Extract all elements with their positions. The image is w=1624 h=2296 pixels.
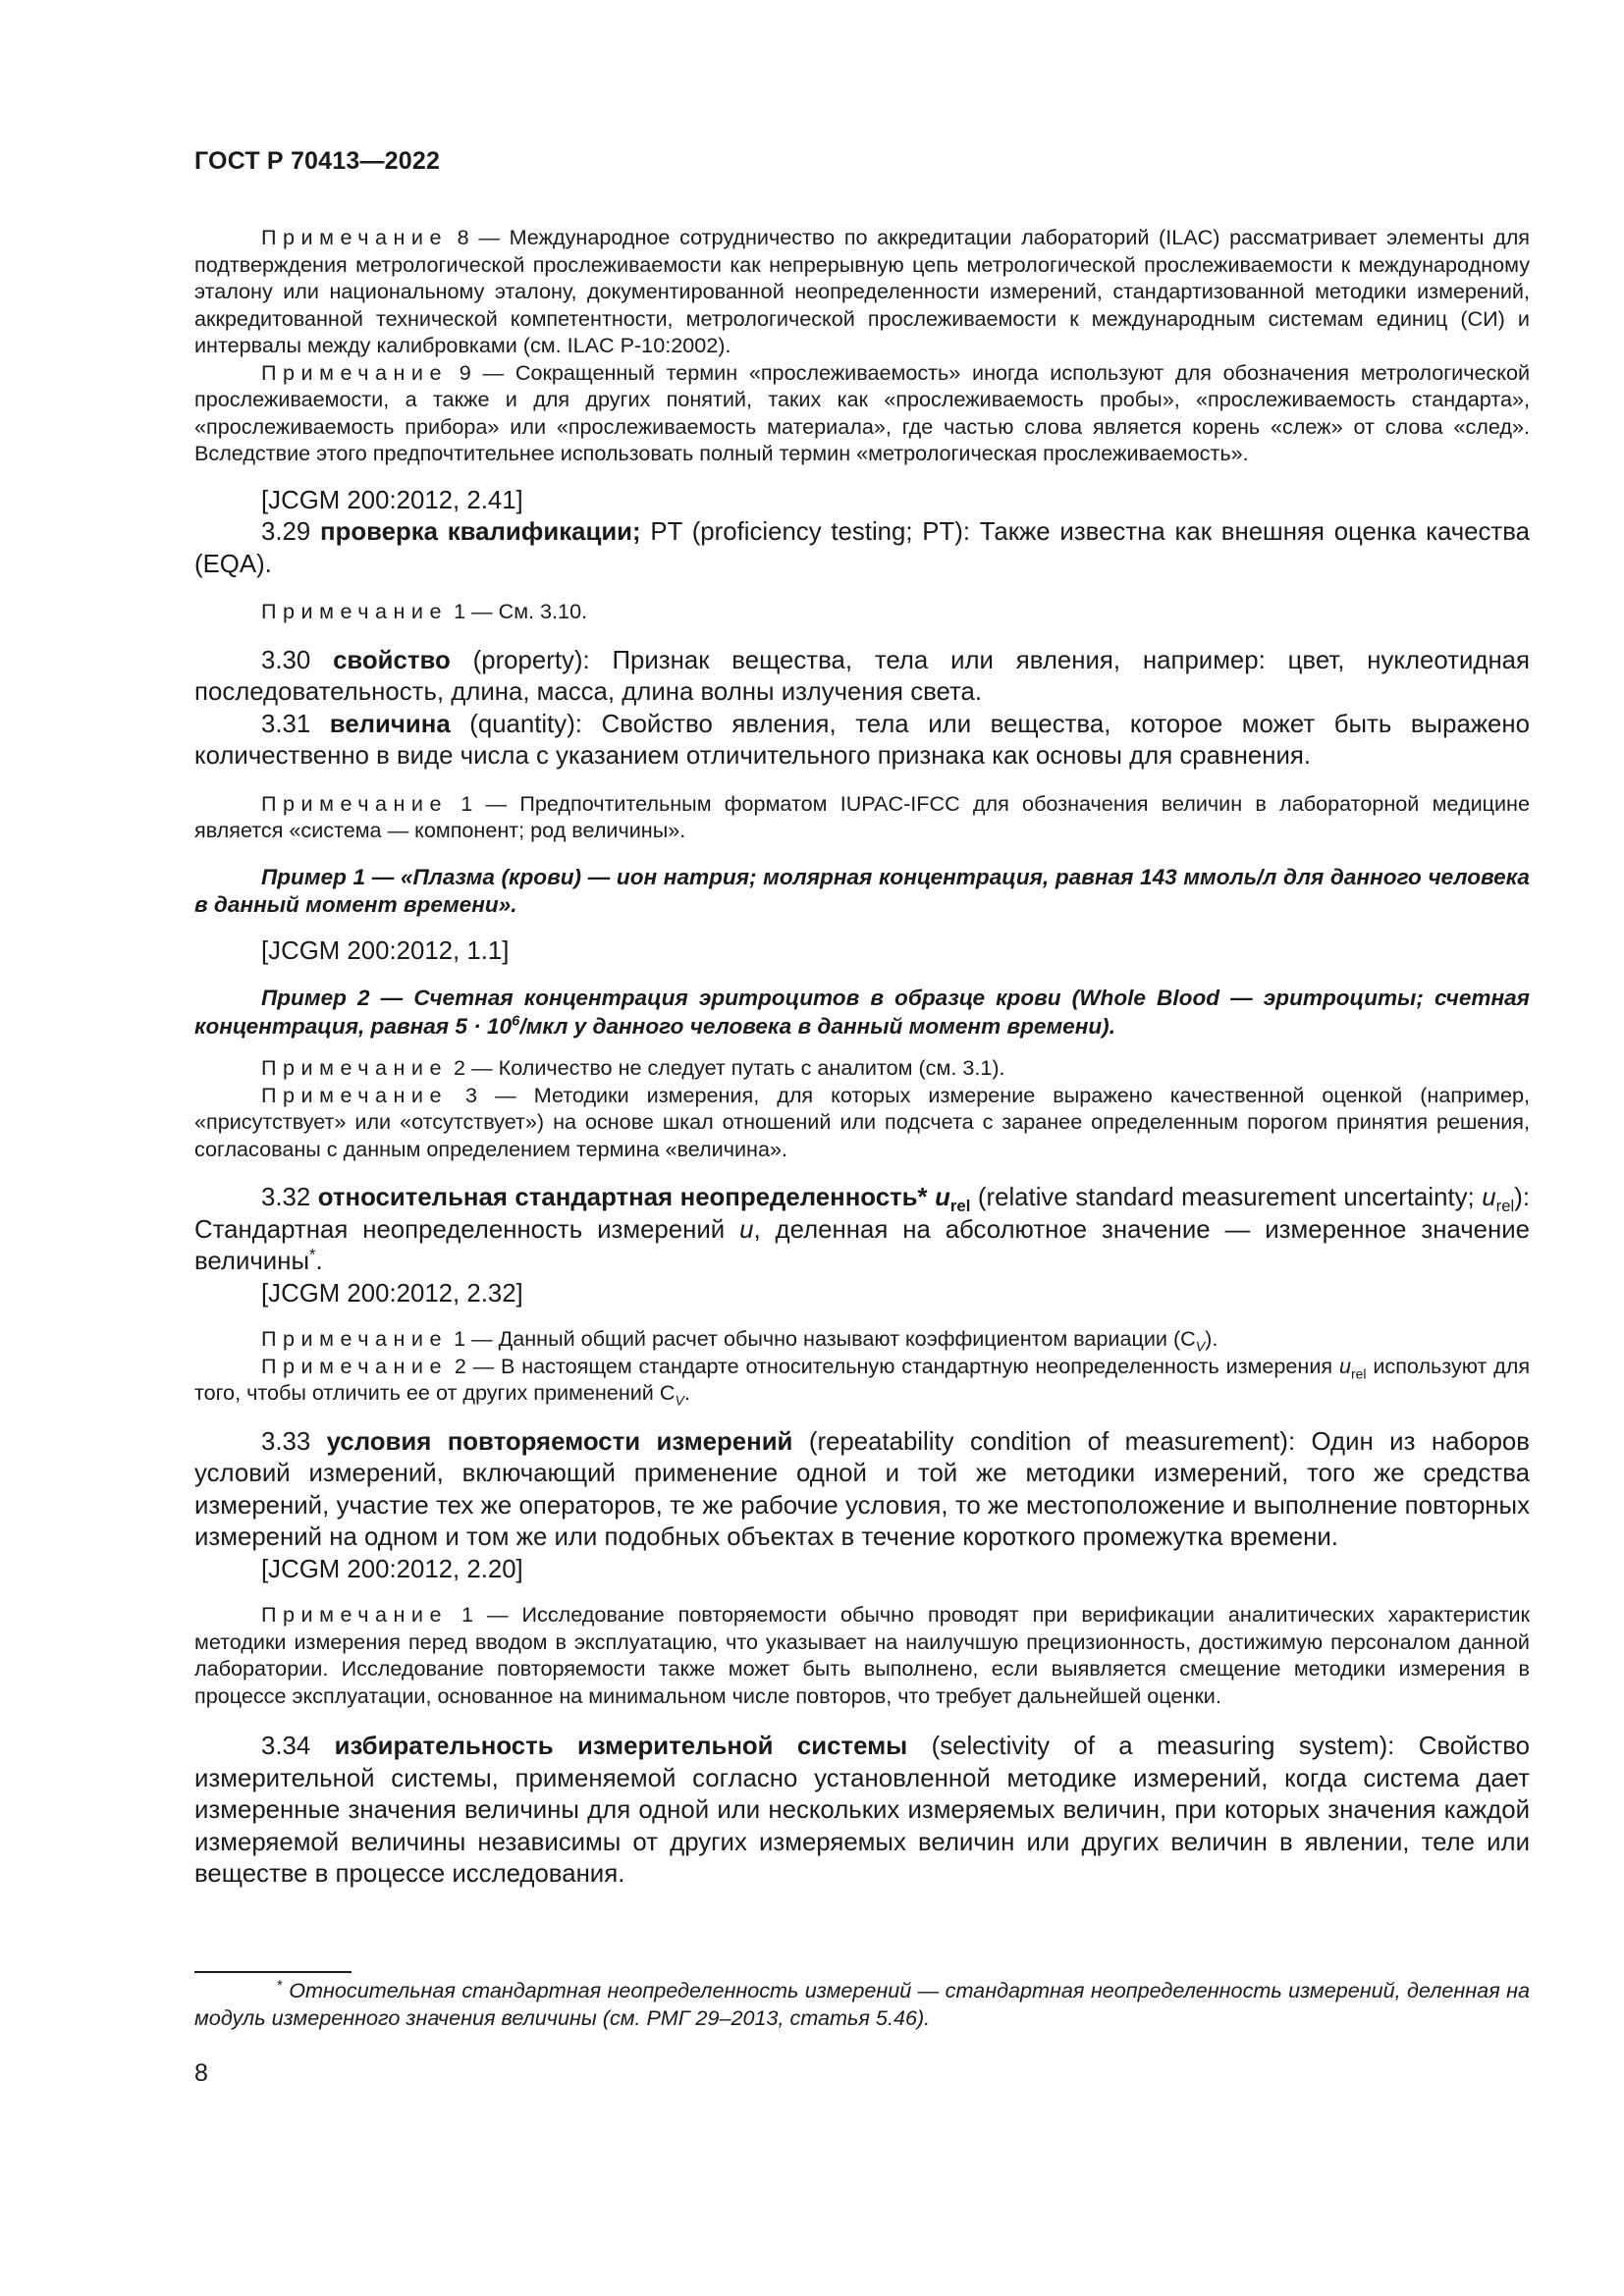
subscript-v: V: [675, 1392, 684, 1409]
footnote: [194, 1977, 1530, 2032]
note-3-31-1: [194, 790, 1530, 844]
note-text: — Количество не следует путать с аналитом (см. 3.1).: [471, 1055, 1005, 1080]
symbol-u: u: [935, 1184, 950, 1211]
example-2: [194, 985, 1530, 1041]
reference-2-32: [JCGM 200:2012, 2.32]: [261, 1279, 523, 1308]
clause-text: (property): Признак вещества, тела или явления, например: цвет, нуклеотидная последовательность, длина, масса, длина волны излучения света.: [194, 646, 1531, 706]
note-label: Примечание: [261, 1353, 448, 1378]
symbol-u: u: [1338, 1353, 1351, 1378]
clause-term: относительная стандартная неопределенность*: [317, 1184, 928, 1211]
note-label: Примечание: [261, 1602, 448, 1627]
symbol-u: u: [739, 1215, 754, 1244]
note-number: 1: [460, 1602, 473, 1627]
note-label: Примечание: [261, 1326, 448, 1351]
subscript-v: V: [1195, 1338, 1206, 1355]
note-label: Примечание: [261, 225, 448, 249]
clause-text: , деленная на абсолютное значение — измеренное значение величины: [194, 1215, 1531, 1275]
clause-term: условия повторяемости измерений: [326, 1427, 793, 1456]
clause-3-30: [194, 645, 1530, 709]
reference-1-1: [JCGM 200:2012, 1.1]: [261, 936, 510, 965]
example-label: Пример 2: [261, 986, 370, 1010]
subscript-rel: rel: [1495, 1197, 1515, 1216]
period: .: [315, 1248, 323, 1275]
clause-text: (relative standard measurement uncertainty;: [977, 1184, 1475, 1211]
note-text: используют для того, чтобы отличить ее от других применений C: [194, 1353, 1531, 1405]
note-number: 9: [459, 359, 471, 385]
note-9: [194, 359, 1530, 467]
note-number: 1: [454, 599, 466, 623]
note-number: 1: [454, 1326, 466, 1351]
note-3-32-1: [194, 1325, 1530, 1353]
document-header: ГОСТ Р 70413—2022: [194, 147, 441, 175]
note-label: Примечание: [261, 599, 448, 623]
note-3-31-3: [194, 1082, 1530, 1163]
clause-term: проверка квалификации;: [320, 518, 641, 546]
note-label: Примечание: [261, 790, 448, 816]
note-text: — Предпочтительным форматом IUPAC-IFCC для обозначения величин в лабораторной медицине является «система — компонент; род величины».: [194, 790, 1530, 842]
clause-number: 3.32: [261, 1184, 311, 1211]
note-number: 3: [465, 1082, 478, 1107]
reference-2-20: [JCGM 200:2012, 2.20]: [261, 1555, 523, 1583]
note-number: 1: [460, 790, 473, 816]
note-text: — Методики измерения, для которых измерение выражено качественной оценкой (например, «присутствует» или «отсутствует») на основе шкал отношений или подсчета с заранее определенным порогом принятия решения, согласованы с данным определением термина «величина».: [194, 1082, 1530, 1161]
note-label: Примечание: [261, 1082, 448, 1107]
clause-number: 3.29: [261, 518, 311, 546]
clause-text: PT (proficiency testing; PT): Также известна как внешняя оценка качества (EQA).: [194, 518, 1531, 578]
clause-term: величина: [329, 710, 451, 738]
clause-3-29: [194, 516, 1530, 580]
note-text-end: .: [683, 1380, 690, 1405]
example-text-end: /мкл у данного человека в данный момент времени).: [519, 1013, 1115, 1039]
clause-term: избирательность измерительной системы: [334, 1733, 908, 1760]
note-8: [194, 224, 1530, 359]
note-text: — Международное сотрудничество по аккредитации лабораторий (ILAC) рассматривает элементы для подтверждения метрологической прослеживаемости как непрерывную цепь метрологической прослеживаемости к международному эталону или национальному эталону, документированной неопределенности измерений, стандартизованной методики измерений, аккредитованной технической компетентности, метрологической прослеживаемости к международным системам единиц (СИ) и интервалы между калибровками (см. ILAC P-10:2002).: [194, 225, 1530, 357]
exponent: 6: [512, 1012, 520, 1029]
note-text: — Сокращенный термин «прослеживаемость» иногда используют для обозначения метрологической прослеживаемости, а также и для других понятий, таких как «прослеживаемость пробы», «прослеживаемость стандарта», «прослеживаемость прибора» или «прослеживаемость материала», где частью слова является корень «слеж» от слова «след». Вследствие этого предпочтительнее использовать полный термин «метрологическая прослеживаемость».: [194, 359, 1531, 465]
note-text: — Исследование повторяемости обычно проводят при верификации аналитических характеристик методики измерения перед вводом в эксплуатацию, что указывает на наилучшую прецизионность, достижимую персоналом данной лаборатории. Исследование повторяемости также может быть выполнено, если выявляется смещение методики измерения в процессе эксплуатации, основанное на минимальном числе повторов, что требует дальнейшей оценки.: [194, 1602, 1530, 1708]
example-text: — Счетная концентрация эритроцитов в образце крови (Whole Blood — эритроциты; счетная концентрация, равная 5 · 10: [194, 986, 1530, 1039]
note-number: 2: [454, 1055, 466, 1080]
clause-text: (repeatability condition of measurement): Один из наборов условий измерений, включающий применение одной и той же методики измерений, того же средства измерений, участие тех же операторов, те же рабочие условия, то же местоположение и выполнение повторных измерений на одном и том же или подобных объектах в течение короткого промежутка времени.: [194, 1427, 1530, 1551]
footnote-separator: [194, 1971, 352, 1973]
clause-3-34: [194, 1731, 1530, 1891]
clause-number: 3.34: [261, 1733, 311, 1760]
clause-3-33: [194, 1426, 1530, 1554]
note-number: 2: [454, 1353, 466, 1378]
clause-text: ): Стандартная неопределенность измерений: [194, 1184, 1531, 1244]
example-1: [194, 864, 1530, 920]
note-label: Примечание: [261, 1055, 448, 1080]
note-3-33-1: [194, 1601, 1530, 1709]
note-text: — Данный общий расчет обычно называют коэффициентом вариации (C: [471, 1326, 1196, 1351]
clause-number: 3.30: [261, 646, 311, 674]
document-body: [194, 224, 1530, 1891]
note-number: 8: [457, 225, 469, 249]
footnote-mark: *: [277, 1976, 283, 1994]
subscript-rel: rel: [1350, 1364, 1367, 1381]
clause-number: 3.31: [261, 710, 311, 738]
page-number: 8: [194, 2059, 208, 2087]
clause-text: (selectivity of a measuring system): Свойство измерительной системы, применяемой согласно установленной методике измерений, когда система дает измеренные значения величины для одной или нескольких измеряемых величин, при которых значения каждой измеряемой величины независимы от других измеряемых величин или других величин в явлении, теле или веществе в процессе исследования.: [194, 1733, 1531, 1888]
note-3-31-2: [194, 1054, 1530, 1082]
clause-term: свойство: [333, 646, 451, 674]
clause-3-31: [194, 709, 1530, 773]
clause-number: 3.33: [261, 1427, 311, 1456]
clause-3-32: [194, 1182, 1530, 1278]
example-text: — «Плазма (крови) — ион натрия; молярная концентрация, равная 143 ммоль/л для данного человека в данный момент времени».: [194, 864, 1530, 917]
note-text: — В настоящем стандарте относительную стандартную неопределенность измерения: [472, 1353, 1333, 1378]
note-3-29-1: [194, 598, 1530, 625]
example-label: Пример 1: [261, 864, 366, 889]
note-text: — См. 3.10.: [471, 599, 588, 623]
clause-text: (quantity): Свойство явления, тела или вещества, которое может быть выражено количественно в виде числа с указанием отличительного признака как основы для сравнения.: [194, 710, 1530, 770]
note-text-end: ).: [1205, 1326, 1218, 1351]
symbol-u: u: [1482, 1184, 1496, 1211]
note-3-32-2: [194, 1353, 1530, 1407]
subscript-rel: rel: [949, 1197, 971, 1216]
footnote-ref[interactable]: *: [309, 1245, 316, 1264]
reference-2-41: [JCGM 200:2012, 2.41]: [261, 486, 523, 514]
note-label: Примечание: [261, 359, 448, 385]
footnote-text: Относительная стандартная неопределенность измерений — стандартная неопределенность измерений, деленная на модуль измеренного значения величины (см. РМГ 29–2013, статья 5.46).: [194, 1978, 1530, 2030]
